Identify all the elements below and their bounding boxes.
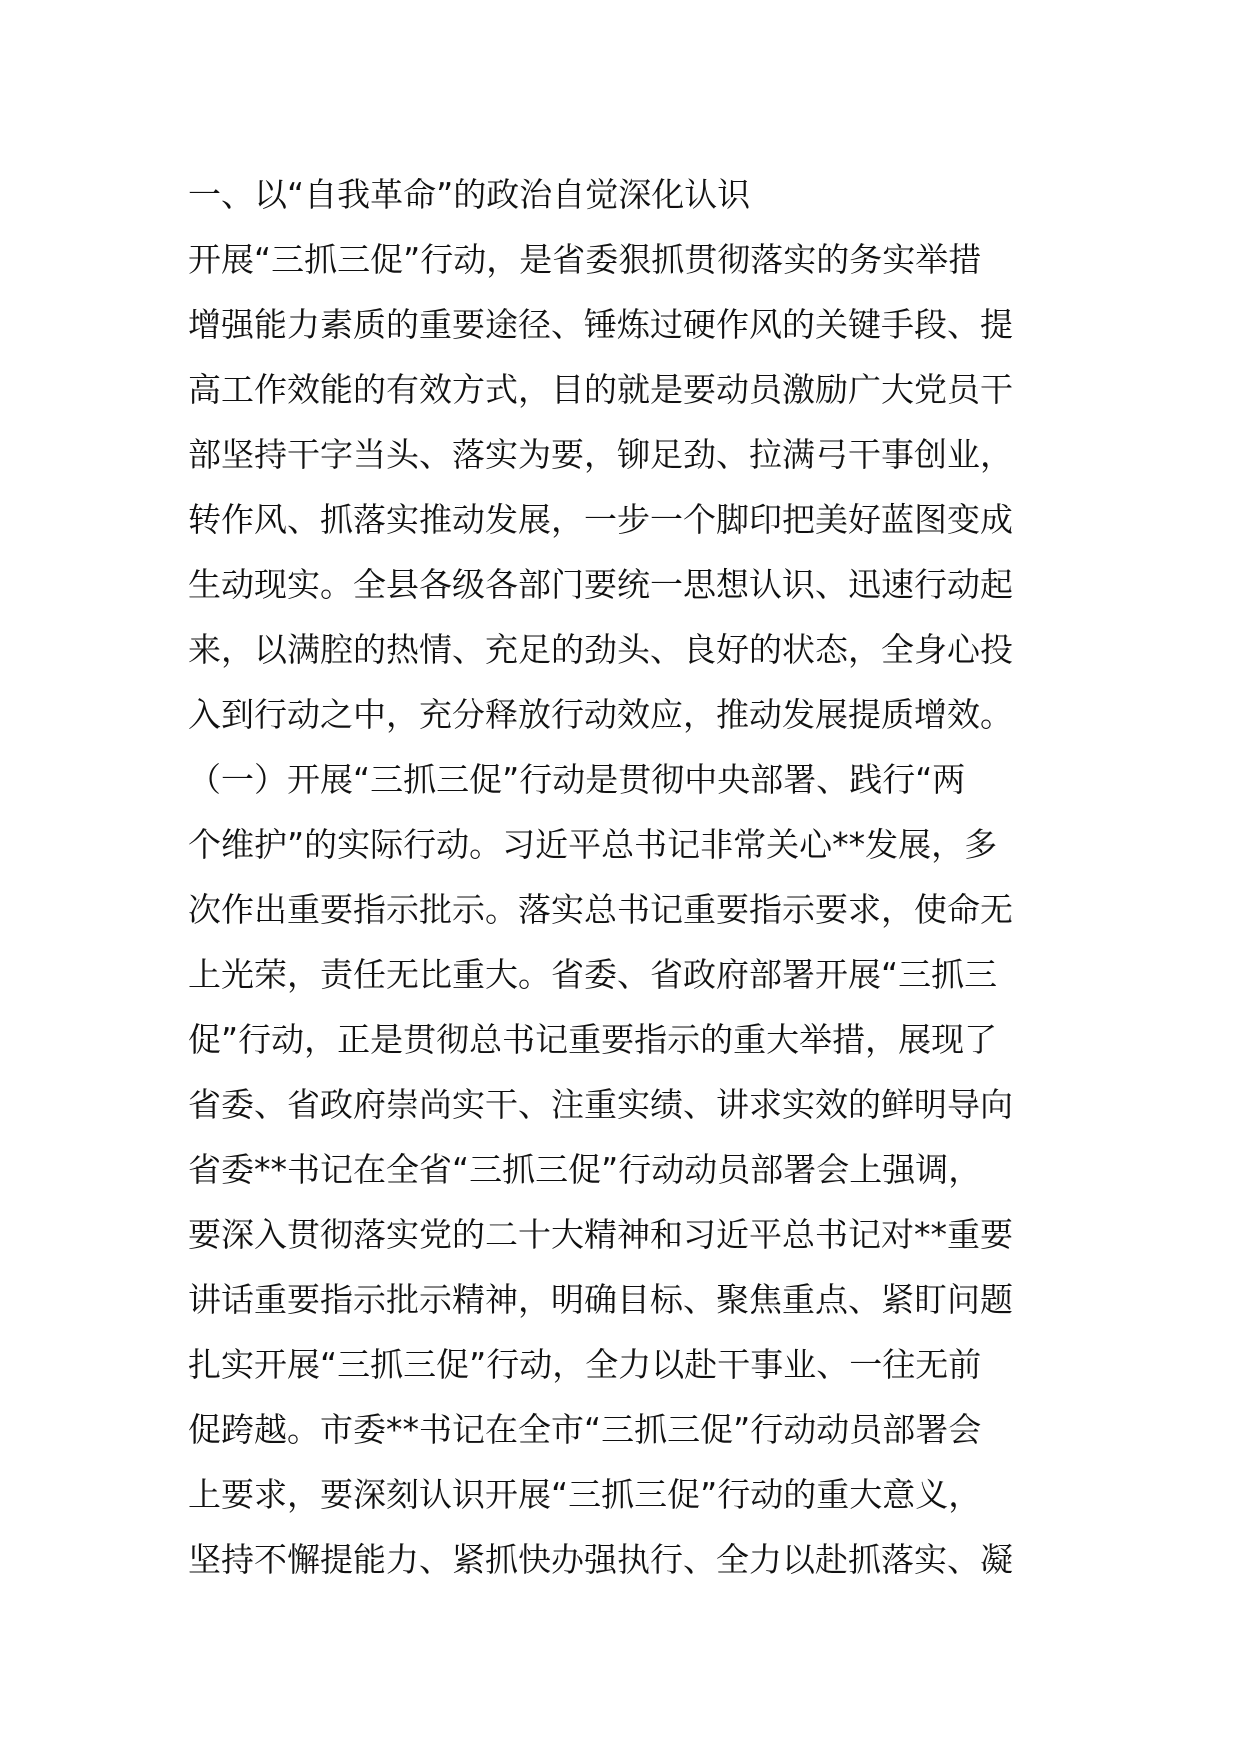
text-line: 讲话重要指示批示精神，明确目标、聚焦重点、紧盯问题 — [188, 1280, 1013, 1319]
text-line: 坚持不懈提能力、紧抓快办强执行、全力以赴抓落实、凝 — [188, 1540, 1013, 1579]
text-line: 来，以满腔的热情、充足的劲头、良好的状态，全身心投 — [188, 630, 1013, 669]
section-heading: 一、以“自我革命”的政治自觉深化认识 — [188, 175, 751, 214]
text-line: 生动现实。全县各级各部门要统一思想认识、迅速行动起 — [188, 565, 1013, 604]
text-line: 省委**书记在全省“三抓三促”行动动员部署会上强调， — [188, 1150, 982, 1189]
text-line: 个维护”的实际行动。习近平总书记非常关心**发展，多 — [188, 825, 998, 864]
document-body — [188, 162, 1068, 1592]
text-line: 部坚持干字当头、落实为要，铆足劲、拉满弓干事创业， — [188, 435, 1013, 474]
text-line: 开展“三抓三促”行动，是省委狠抓贯彻落实的务实举措 — [188, 240, 982, 279]
text-line: 促跨越。市委**书记在全市“三抓三促”行动动员部署会 — [188, 1410, 982, 1449]
text-line: 增强能力素质的重要途径、锤炼过硬作风的关键手段、提 — [188, 305, 1013, 344]
text-line: 扎实开展“三抓三促”行动，全力以赴干事业、一往无前 — [188, 1345, 982, 1384]
subsection-line: （一）开展“三抓三促”行动是贯彻中央部署、践行“两 — [188, 760, 966, 799]
text-line: 省委、省政府崇尚实干、注重实绩、讲求实效的鲜明导向 — [188, 1085, 1013, 1124]
text-line: 促”行动，正是贯彻总书记重要指示的重大举措，展现了 — [188, 1020, 998, 1059]
text-line: 上光荣，责任无比重大。省委、省政府部署开展“三抓三 — [188, 955, 998, 994]
text-line: 次作出重要指示批示。落实总书记重要指示要求，使命无 — [188, 890, 1013, 929]
text-line: 高工作效能的有效方式，目的就是要动员激励广大党员干 — [188, 370, 1013, 409]
text-line: 入到行动之中，充分释放行动效应，推动发展提质增效。 — [188, 695, 1013, 734]
text-line: 上要求，要深刻认识开展“三抓三促”行动的重大意义， — [188, 1475, 982, 1514]
text-line: 要深入贯彻落实党的二十大精神和习近平总书记对**重要 — [188, 1215, 1013, 1254]
text-line: 转作风、抓落实推动发展，一步一个脚印把美好蓝图变成 — [188, 500, 1013, 539]
